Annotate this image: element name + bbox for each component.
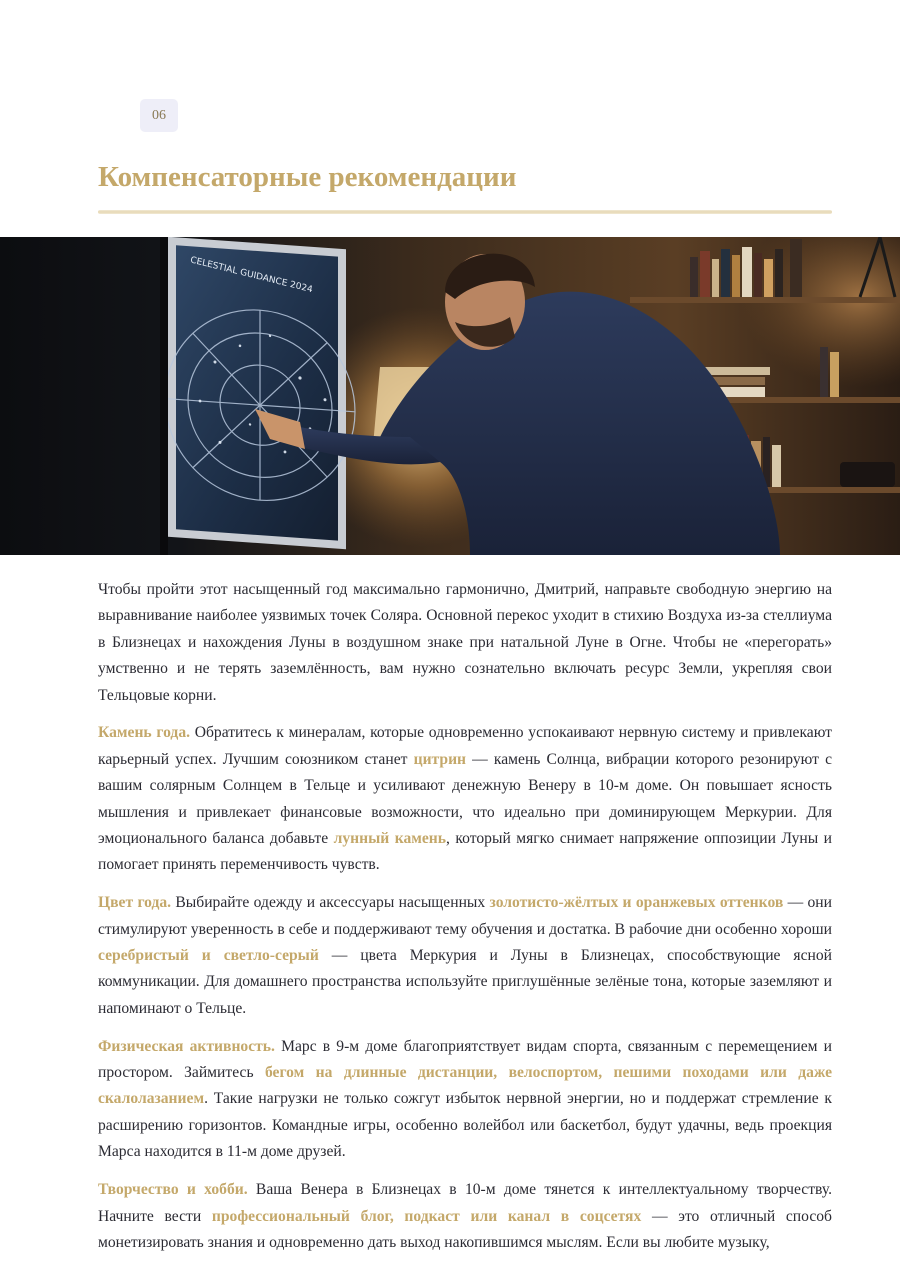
monitor-caption: CELESTIAL GUIDANCE 2024 [189,255,314,296]
text-segment: Обратитесь к минералам, которые одновременно успокаивают нервную систему и привлекают карьерный успех. Лучшим союзником станет [98,724,832,768]
text-segment: Выбирайте одежду и аксессуары насыщенных [171,894,490,912]
recommendations-text [98,577,832,1268]
highlighted-text: Творчество и хобби. [98,1181,248,1199]
highlighted-text: Камень года. [98,724,191,742]
title-divider [98,210,832,214]
highlighted-text: золотисто-жёлтых и оранжевых оттенков [489,894,784,912]
text-segment: Марс в 9-м доме благоприятствует видам спорта, связанным с перемещением и простором. Займитесь [98,1037,832,1082]
paragraph [98,1034,832,1166]
paragraph [98,577,832,709]
text-segment: , который мягко снимает напряжение оппозиции Луны и помогает принять переменчивость чувств. [98,830,833,874]
highlighted-text: Цвет года. [98,894,172,912]
text-segment: Чтобы пройти этот насыщенный год максимально гармонично, Дмитрий, направьте свободную энергию на выравнивание наиболее уязвимых точек Соляра. Основной перекос уходит в стихию Воздуха из-за стеллиума в Близнецах и нахождения Луны в воздушном знаке при натальной Луне в Огне. Чтобы не «перегорать» умственно и не терять заземлённость, вам нужно сознательно включать ресурс Земли, укрепляя свои Тельцовые корни. [98,581,832,704]
highlighted-text: цитрин [413,750,467,768]
text-segment: — это отличный способ монетизировать знания и одновременно дать выход накопившимся мыслям. Если вы любите музыку, [98,1207,832,1251]
text-segment: — цвета Меркурия и Луны в Близнецах, способствующие ясной коммуникации. Для домашнего пространства используйте приглушённые зелёные тона, которые заземляют и напоминают о Тельце. [98,947,832,1017]
highlighted-text: бегом на длинные дистанции, велоспортом, пешими походами или даже скалолазанием [98,1064,832,1108]
highlighted-text: лунный камень [333,830,447,848]
highlighted-text: серебристый и светло-серый [98,947,319,965]
text-segment: — они стимулируют уверенность в себе и поддерживают тему обучения и достатка. В рабочие дни особенно хороши [98,894,832,938]
paragraph [98,1177,832,1256]
page-title: Компенсаторные рекомендации [98,161,517,193]
paragraph [98,720,832,878]
text-segment: Ваша Венера в Близнецах в 10-м доме тянется к интеллектуальному творчеству. Начните вести [98,1181,832,1225]
highlighted-text: профессиональный блог, подкаст или канал в соцсетях [211,1207,642,1225]
text-segment: — камень Солнца, вибрации которого резонируют с вашим солярным Солнцем в Тельце и усиливают денежную Венеру в 10-м доме. Он повышает ясность мышления и привлекает финансовые возможности, что идеально при доминирующем Меркурии. Для эмоционального баланса добавьте [98,750,833,848]
paragraph [98,890,832,1022]
section-number-badge: 06 [140,99,178,132]
highlighted-text: Физическая активность. [98,1037,275,1055]
hero-photo [0,237,900,555]
text-segment: . Такие нагрузки не только сожгут избыток нервной энергии, но и поддержат стремление к расширению горизонтов. Командные игры, особенно волейбол или баскетбол, будут удачны, ведь проекция Марса находится в 11-м доме друзей. [98,1090,832,1161]
